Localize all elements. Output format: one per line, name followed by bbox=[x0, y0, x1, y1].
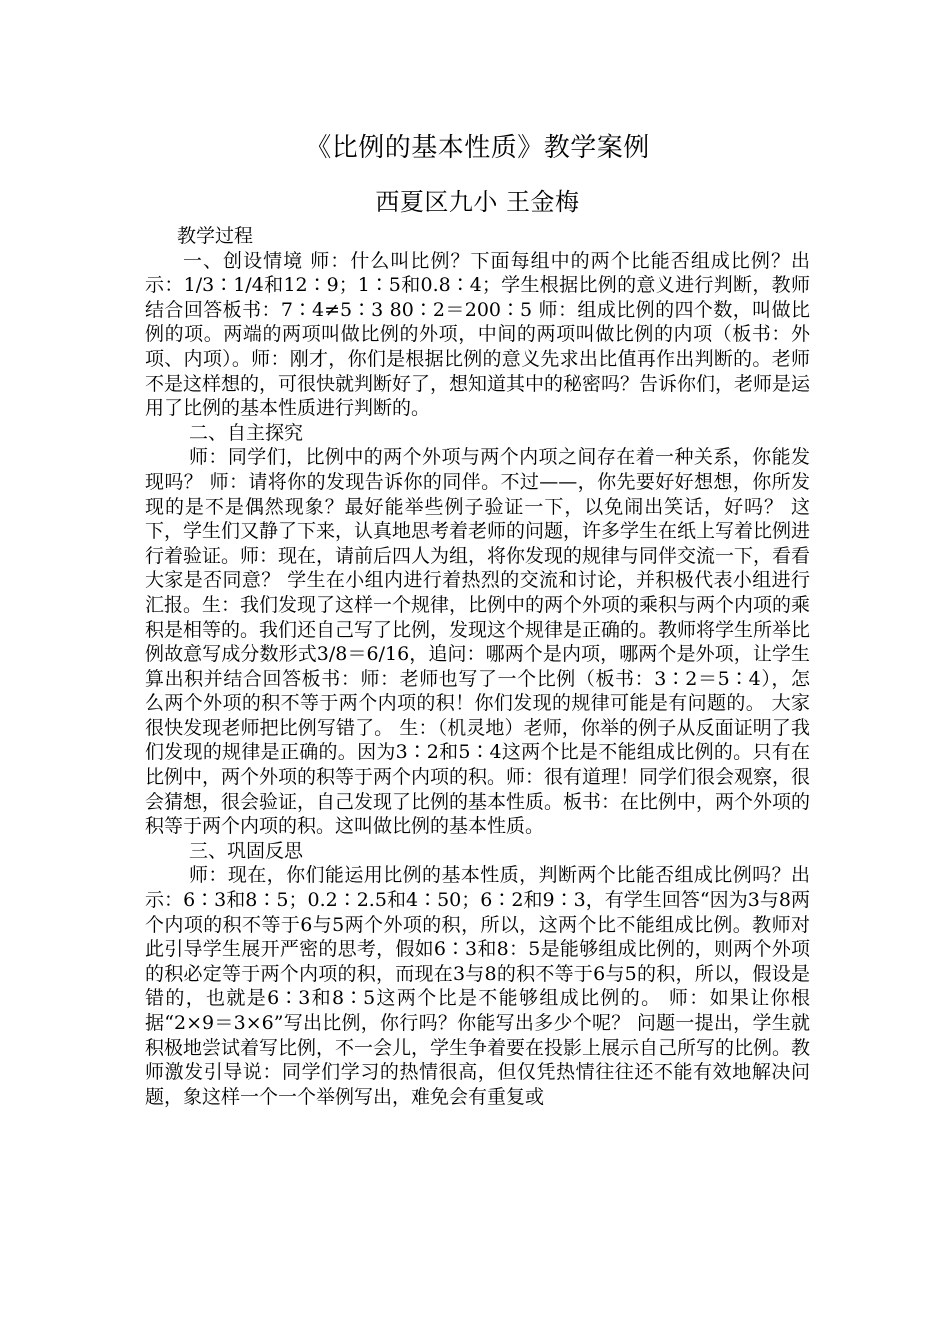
section-3-heading: 三、巩固反思 bbox=[189, 839, 304, 862]
section-1-paragraph: 一、创设情境 师：什么叫比例？下面每组中的两个比能否组成比例？出示：1/3∶1/4和12∶9；1∶5和0.8∶4；学生根据比例的意义进行判断，教师结合回答板书：7∶4≠5∶3 80∶2＝200∶5 师：组成比例的四个数，叫做比例的项。两端的两项叫做比例的外项，中间的两项叫做比例的内项（板书：外项、内项）。师：刚才，你们是根据比例的意义先求出比值再作出判断的。老师不是这样想的，可很快就判断好了，想知道其中的秘密吗？告诉你们，老师是运用了比例的基本性质进行判断的。 bbox=[145, 249, 811, 420]
document-page bbox=[145, 128, 810, 1109]
section-3-paragraph: 师：现在，你们能运用比例的基本性质，判断两个比能否组成比例吗？出示：6∶3和8∶5；0.2∶2.5和4∶50；6∶2和9∶3，有学生回答“因为3与8两个内项的积不等于6与5两个外项的积，所以，这两个比不能组成比例。教师对此引导学生展开严密的思考，假如6∶3和8：5是能够组成比例的，则两个外项的积必定等于两个内项的积，而现在3与8的积不等于6与5的积，所以，假设是错的，也就是6∶3和8∶5这两个比是不能够组成比例的。 师：如果让你根据“2×9＝3×6”写出比例，你行吗？你能写出多少个呢？ 问题一提出，学生就积极地尝试着写比例，不一会儿，学生争着要在投影上展示自己所写的比例。教师激发引导说：同学们学习的热情很高，但仅凭热情往往还不能有效地解决问题，象这样一个一个举例写出，难免会有重复或 bbox=[145, 864, 811, 1108]
document-author: 西夏区九小 王金梅 bbox=[375, 188, 580, 216]
process-heading: 教学过程 bbox=[177, 225, 254, 247]
section-2-heading: 二、自主探究 bbox=[189, 421, 304, 444]
section-2-paragraph: 师：同学们，比例中的两个外项与两个内项之间存在着一种关系，你能发现吗？ 师：请将你的发现告诉你的同伴。不过——，你先要好好想想，你所发现的是不是偶然现象？最好能举些例子验证一下，以免闹出笑话，好吗？ 这下，学生们又静了下来，认真地思考着老师的问题，许多学生在纸上写着比例进行着验证。师：现在，请前后四人为组，将你发现的规律与同伴交流一下，看看大家是否同意？ 学生在小组内进行着热烈的交流和讨论，并积极代表小组进行汇报。生：我们发现了这样一个规律，比例中的两个外项的乘积与两个内项的乘积是相等的。我们还自己写了比例，发现这个规律是正确的。教师将学生所举比例故意写成分数形式3/8＝6/16，追问：哪两个是内项，哪两个是外项，让学生算出积并结合回答板书：师：老师也写了一个比例（板书：3∶2＝5∶4），怎么两个外项的积不等于两个内项的积！你们发现的规律可能是有问题的。 大家很快发现老师把比例写错了。 生：（机灵地）老师，你举的例子从反面证明了我们发现的规律是正确的。因为3∶2和5∶4这两个比是不能组成比例的。只有在比例中，两个外项的积等于两个内项的积。师：很有道理！同学们很会观察，很会猜想，很会验证，自己发现了比例的基本性质。板书：在比例中，两个外项的积等于两个内项的积。这叫做比例的基本性质。 bbox=[145, 446, 811, 838]
document-title: 《比例的基本性质》教学案例 bbox=[305, 133, 650, 163]
